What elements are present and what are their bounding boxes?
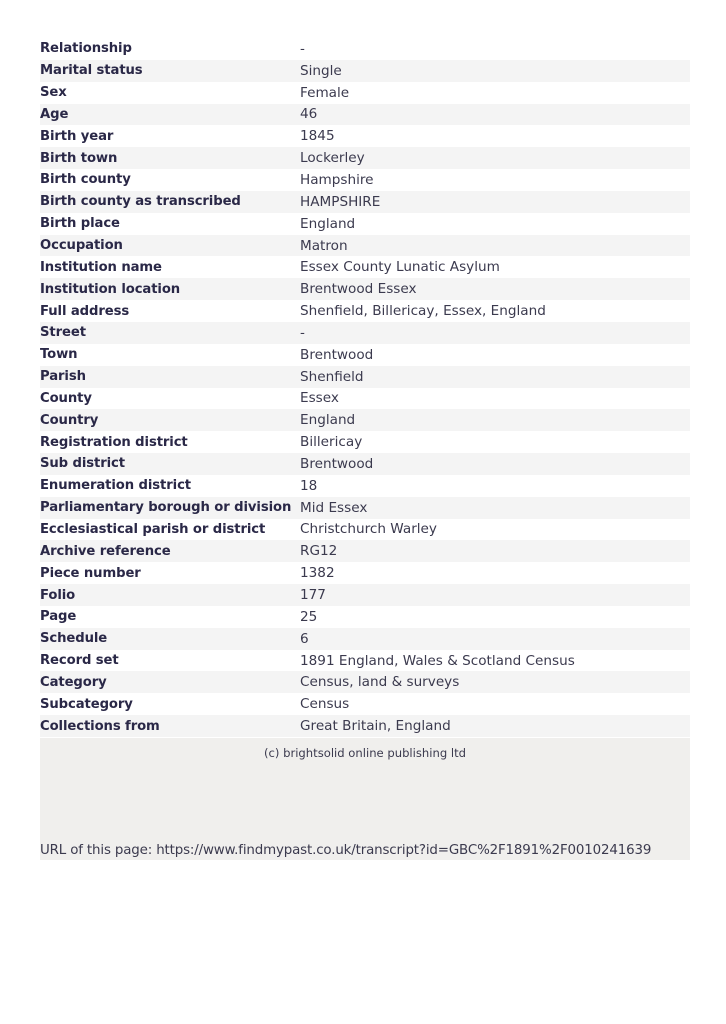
table-row-enumeration-district <box>40 475 690 497</box>
field-value: Census, land & surveys <box>300 674 460 691</box>
field-value: Shenfield <box>300 368 364 385</box>
field-value: Brentwood <box>300 346 374 363</box>
field-label: Town <box>40 347 78 363</box>
field-value: Essex County Lunatic Asylum <box>300 259 500 276</box>
field-label: Collections from <box>40 718 160 734</box>
table-row-town <box>40 344 690 366</box>
field-label: Registration district <box>40 434 188 450</box>
field-value: RG12 <box>300 543 338 560</box>
field-label: Sub district <box>40 456 125 472</box>
field-label: Page <box>40 609 77 625</box>
table-row-sex <box>40 82 690 104</box>
table-row-schedule <box>40 628 690 650</box>
field-label: Full address <box>40 303 130 319</box>
table-row-marital-status <box>40 60 690 82</box>
field-value: Matron <box>300 237 348 254</box>
field-value: 25 <box>300 608 318 625</box>
field-value: Brentwood <box>300 455 374 472</box>
copyright-notice: (c) brightsolid online publishing ltd <box>263 746 466 760</box>
table-row-street <box>40 322 690 344</box>
field-value: Great Britain, England <box>300 718 451 735</box>
field-label: Parish <box>40 369 86 385</box>
table-row-age <box>40 104 690 126</box>
field-label: Age <box>40 106 69 122</box>
field-label: Subcategory <box>40 696 133 712</box>
field-label: Sex <box>40 85 67 101</box>
field-label: Relationship <box>40 41 132 57</box>
table-row-relationship <box>40 38 690 60</box>
table-row-page <box>40 606 690 628</box>
page-url: URL of this page: https://www.findmypast.co.uk/transcript?id=GBC%2F1891%2F0010241639 <box>40 843 652 858</box>
field-label: Record set <box>40 653 119 669</box>
field-value: England <box>300 412 356 429</box>
table-row-piece-number <box>40 562 690 584</box>
field-label: Birth county as transcribed <box>40 194 241 210</box>
field-label: County <box>40 390 92 406</box>
field-value: 46 <box>300 106 318 123</box>
field-value: 6 <box>300 630 309 647</box>
table-row-subcategory <box>40 693 690 715</box>
table-row-parish <box>40 366 690 388</box>
table-row-birth-year <box>40 125 690 147</box>
table-row-institution-name <box>40 256 690 278</box>
table-row-county <box>40 388 690 410</box>
table-row-full-address <box>40 300 690 322</box>
field-label: Schedule <box>40 631 108 647</box>
field-value: Brentwood Essex <box>300 281 417 298</box>
table-row-collections-from <box>40 715 690 737</box>
field-value: 18 <box>300 477 318 494</box>
field-value: - <box>300 324 305 341</box>
field-label: Category <box>40 674 107 690</box>
footer <box>40 738 690 860</box>
table-row-registration-district <box>40 431 690 453</box>
field-value: Census <box>300 696 350 713</box>
field-value: Essex <box>300 390 339 407</box>
field-value: 1845 <box>300 128 335 145</box>
table-row-sub-district <box>40 453 690 475</box>
table-row-birth-county <box>40 169 690 191</box>
table-row-country <box>40 409 690 431</box>
field-label: Birth year <box>40 128 114 144</box>
transcript-table <box>40 38 690 737</box>
table-row-ecclesiastical-parish-or-district <box>40 519 690 541</box>
table-row-birth-place <box>40 213 690 235</box>
field-label: Occupation <box>40 238 123 254</box>
table-row-archive-reference <box>40 540 690 562</box>
field-label: Birth town <box>40 150 118 166</box>
field-value: Mid Essex <box>300 499 368 516</box>
table-row-occupation <box>40 235 690 257</box>
field-value: Female <box>300 84 350 101</box>
table-row-parliamentary-borough-or-division <box>40 497 690 519</box>
field-label: Marital status <box>40 63 143 79</box>
field-label: Piece number <box>40 565 141 581</box>
table-row-record-set <box>40 650 690 672</box>
field-label: Street <box>40 325 86 341</box>
field-label: Country <box>40 412 99 428</box>
field-value: - <box>300 40 305 57</box>
field-label: Institution location <box>40 281 181 297</box>
field-value: Lockerley <box>300 150 365 167</box>
field-value: Billericay <box>300 434 363 451</box>
field-label: Ecclesiastical parish or district <box>40 521 266 537</box>
field-value: England <box>300 215 356 232</box>
field-label: Enumeration district <box>40 478 191 494</box>
field-value: Shenfield, Billericay, Essex, England <box>300 303 546 320</box>
table-row-birth-town <box>40 147 690 169</box>
table-row-folio <box>40 584 690 606</box>
table-row-birth-county-as-transcribed <box>40 191 690 213</box>
field-value: Single <box>300 62 342 79</box>
field-value: Hampshire <box>300 171 374 188</box>
field-label: Institution name <box>40 259 162 275</box>
field-label: Birth place <box>40 216 120 232</box>
field-label: Birth county <box>40 172 131 188</box>
field-label: Archive reference <box>40 543 171 559</box>
field-value: HAMPSHIRE <box>300 193 381 210</box>
field-value: 1891 England, Wales & Scotland Census <box>300 652 575 669</box>
field-value: 177 <box>300 587 326 604</box>
table-row-institution-location <box>40 278 690 300</box>
field-value: 1382 <box>300 565 335 582</box>
table-row-category <box>40 671 690 693</box>
field-label: Parliamentary borough or division <box>40 500 292 516</box>
field-value: Christchurch Warley <box>300 521 437 538</box>
field-label: Folio <box>40 587 76 603</box>
